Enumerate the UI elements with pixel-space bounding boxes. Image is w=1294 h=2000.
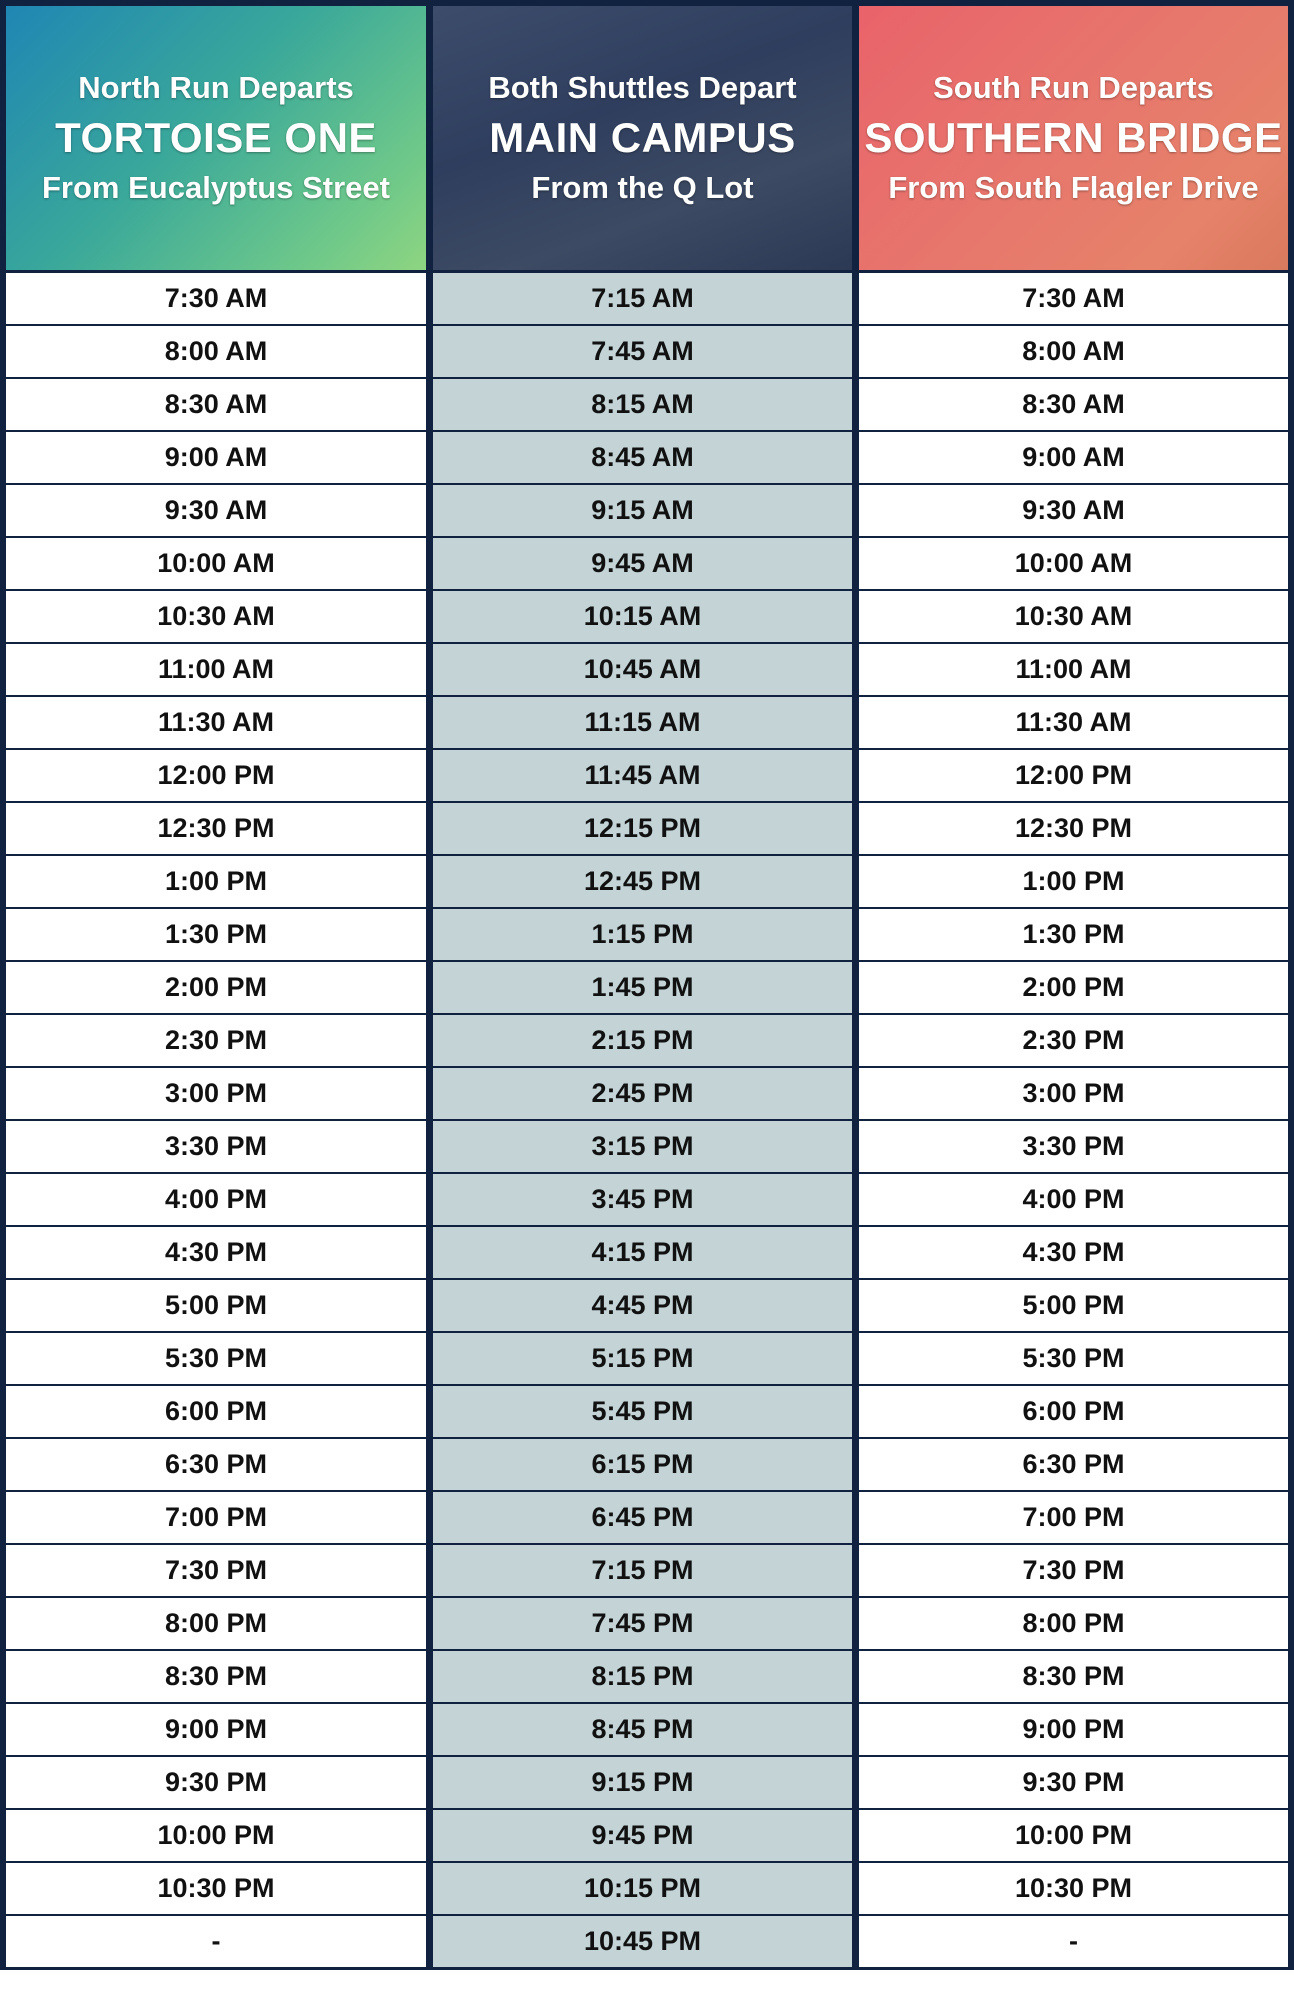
time-cell: 6:15 PM [433,1439,852,1490]
time-cell: 9:30 AM [6,485,426,536]
time-cell: 1:15 PM [433,909,852,960]
header-line3: From Eucalyptus Street [42,170,390,205]
time-cell: 5:30 PM [6,1333,426,1384]
header-line1: Both Shuttles Depart [488,70,797,105]
time-cell: 9:00 PM [6,1704,426,1755]
time-cell: 8:15 PM [433,1651,852,1702]
time-cell: 4:45 PM [433,1280,852,1331]
time-cell: 8:30 PM [6,1651,426,1702]
time-cell: 9:00 PM [859,1704,1288,1755]
time-cell: - [6,1916,426,1967]
time-cell: 8:00 PM [859,1598,1288,1649]
time-cell: 3:30 PM [6,1121,426,1172]
time-cell: 1:30 PM [6,909,426,960]
south-run-column [859,6,1288,1969]
time-cell: 9:00 AM [6,432,426,483]
time-cell: 2:30 PM [859,1015,1288,1066]
time-cell: 10:00 PM [859,1810,1288,1861]
time-cell: 2:00 PM [859,962,1288,1013]
time-cell: 7:15 PM [433,1545,852,1596]
time-cell: 9:30 PM [859,1757,1288,1808]
time-cell: 4:30 PM [859,1227,1288,1278]
time-cell: 9:15 PM [433,1757,852,1808]
time-cell: 12:15 PM [433,803,852,854]
time-cell: 10:00 AM [859,538,1288,589]
time-cell: 9:30 PM [6,1757,426,1808]
time-cell: 1:00 PM [6,856,426,907]
main-campus-header [433,6,852,270]
time-cell: 10:00 PM [6,1810,426,1861]
header-stop: TORTOISE ONE [55,114,377,161]
time-cell: 3:00 PM [6,1068,426,1119]
time-cell: 10:30 AM [6,591,426,642]
time-cell: 11:45 AM [433,750,852,801]
header-stop: MAIN CAMPUS [489,114,796,161]
time-cell: 11:30 AM [6,697,426,748]
time-cell: 8:00 PM [6,1598,426,1649]
time-cell: 12:45 PM [433,856,852,907]
main-campus-column [433,6,852,1969]
time-cell: 5:00 PM [859,1280,1288,1331]
time-cell: 7:30 PM [6,1545,426,1596]
time-cell: 12:00 PM [859,750,1288,801]
time-cell: 9:45 AM [433,538,852,589]
time-cell: 6:30 PM [859,1439,1288,1490]
time-cell: 11:30 AM [859,697,1288,748]
time-cell: 1:30 PM [859,909,1288,960]
time-cell: 9:00 AM [859,432,1288,483]
time-cell: 10:45 PM [433,1916,852,1967]
header-line1: South Run Departs [933,70,1214,105]
time-cell: 10:15 AM [433,591,852,642]
time-cell: 7:15 AM [433,273,852,324]
time-cell: 7:30 AM [859,273,1288,324]
time-cell: 4:30 PM [6,1227,426,1278]
time-cell: 12:30 PM [859,803,1288,854]
time-cell: 9:15 AM [433,485,852,536]
time-cell: 8:30 PM [859,1651,1288,1702]
time-cell: 3:15 PM [433,1121,852,1172]
time-cell: 9:30 AM [859,485,1288,536]
time-cell: 6:30 PM [6,1439,426,1490]
time-cell: 8:00 AM [859,326,1288,377]
time-cell: 10:30 PM [859,1863,1288,1914]
time-cell: 4:00 PM [859,1174,1288,1225]
time-cell: 7:45 AM [433,326,852,377]
south-run-header [859,6,1288,270]
time-cell: 10:30 PM [6,1863,426,1914]
time-cell: 4:00 PM [6,1174,426,1225]
time-cell: 7:00 PM [6,1492,426,1543]
time-cell: 10:45 AM [433,644,852,695]
time-cell: 6:00 PM [6,1386,426,1437]
time-cell: 11:00 AM [6,644,426,695]
time-cell: 2:00 PM [6,962,426,1013]
time-cell: 5:15 PM [433,1333,852,1384]
header-line1: North Run Departs [78,70,354,105]
time-cell: 4:15 PM [433,1227,852,1278]
time-cell: 11:00 AM [859,644,1288,695]
north-run-header [6,6,426,270]
time-cell: - [859,1916,1288,1967]
time-cell: 8:00 AM [6,326,426,377]
time-cell: 12:00 PM [6,750,426,801]
header-line3: From the Q Lot [531,170,754,205]
time-cell: 9:45 PM [433,1810,852,1861]
time-cell: 3:00 PM [859,1068,1288,1119]
time-cell: 11:15 AM [433,697,852,748]
north-run-column [6,6,426,1969]
time-cell: 3:30 PM [859,1121,1288,1172]
time-cell: 6:00 PM [859,1386,1288,1437]
time-cell: 10:15 PM [433,1863,852,1914]
time-cell: 7:00 PM [859,1492,1288,1543]
time-cell: 8:15 AM [433,379,852,430]
time-cell: 12:30 PM [6,803,426,854]
time-cell: 7:30 PM [859,1545,1288,1596]
time-cell: 7:45 PM [433,1598,852,1649]
time-cell: 3:45 PM [433,1174,852,1225]
time-cell: 6:45 PM [433,1492,852,1543]
time-cell: 8:45 PM [433,1704,852,1755]
time-cell: 5:45 PM [433,1386,852,1437]
time-cell: 5:30 PM [859,1333,1288,1384]
time-cell: 1:00 PM [859,856,1288,907]
header-line3: From South Flagler Drive [888,170,1259,205]
time-cell: 10:00 AM [6,538,426,589]
time-cell: 7:30 AM [6,273,426,324]
time-cell: 2:45 PM [433,1068,852,1119]
time-cell: 8:30 AM [859,379,1288,430]
time-cell: 8:30 AM [6,379,426,430]
time-cell: 8:45 AM [433,432,852,483]
time-cell: 2:15 PM [433,1015,852,1066]
time-cell: 10:30 AM [859,591,1288,642]
header-stop: SOUTHERN BRIDGE [864,114,1283,161]
time-cell: 2:30 PM [6,1015,426,1066]
time-cell: 1:45 PM [433,962,852,1013]
time-cell: 5:00 PM [6,1280,426,1331]
